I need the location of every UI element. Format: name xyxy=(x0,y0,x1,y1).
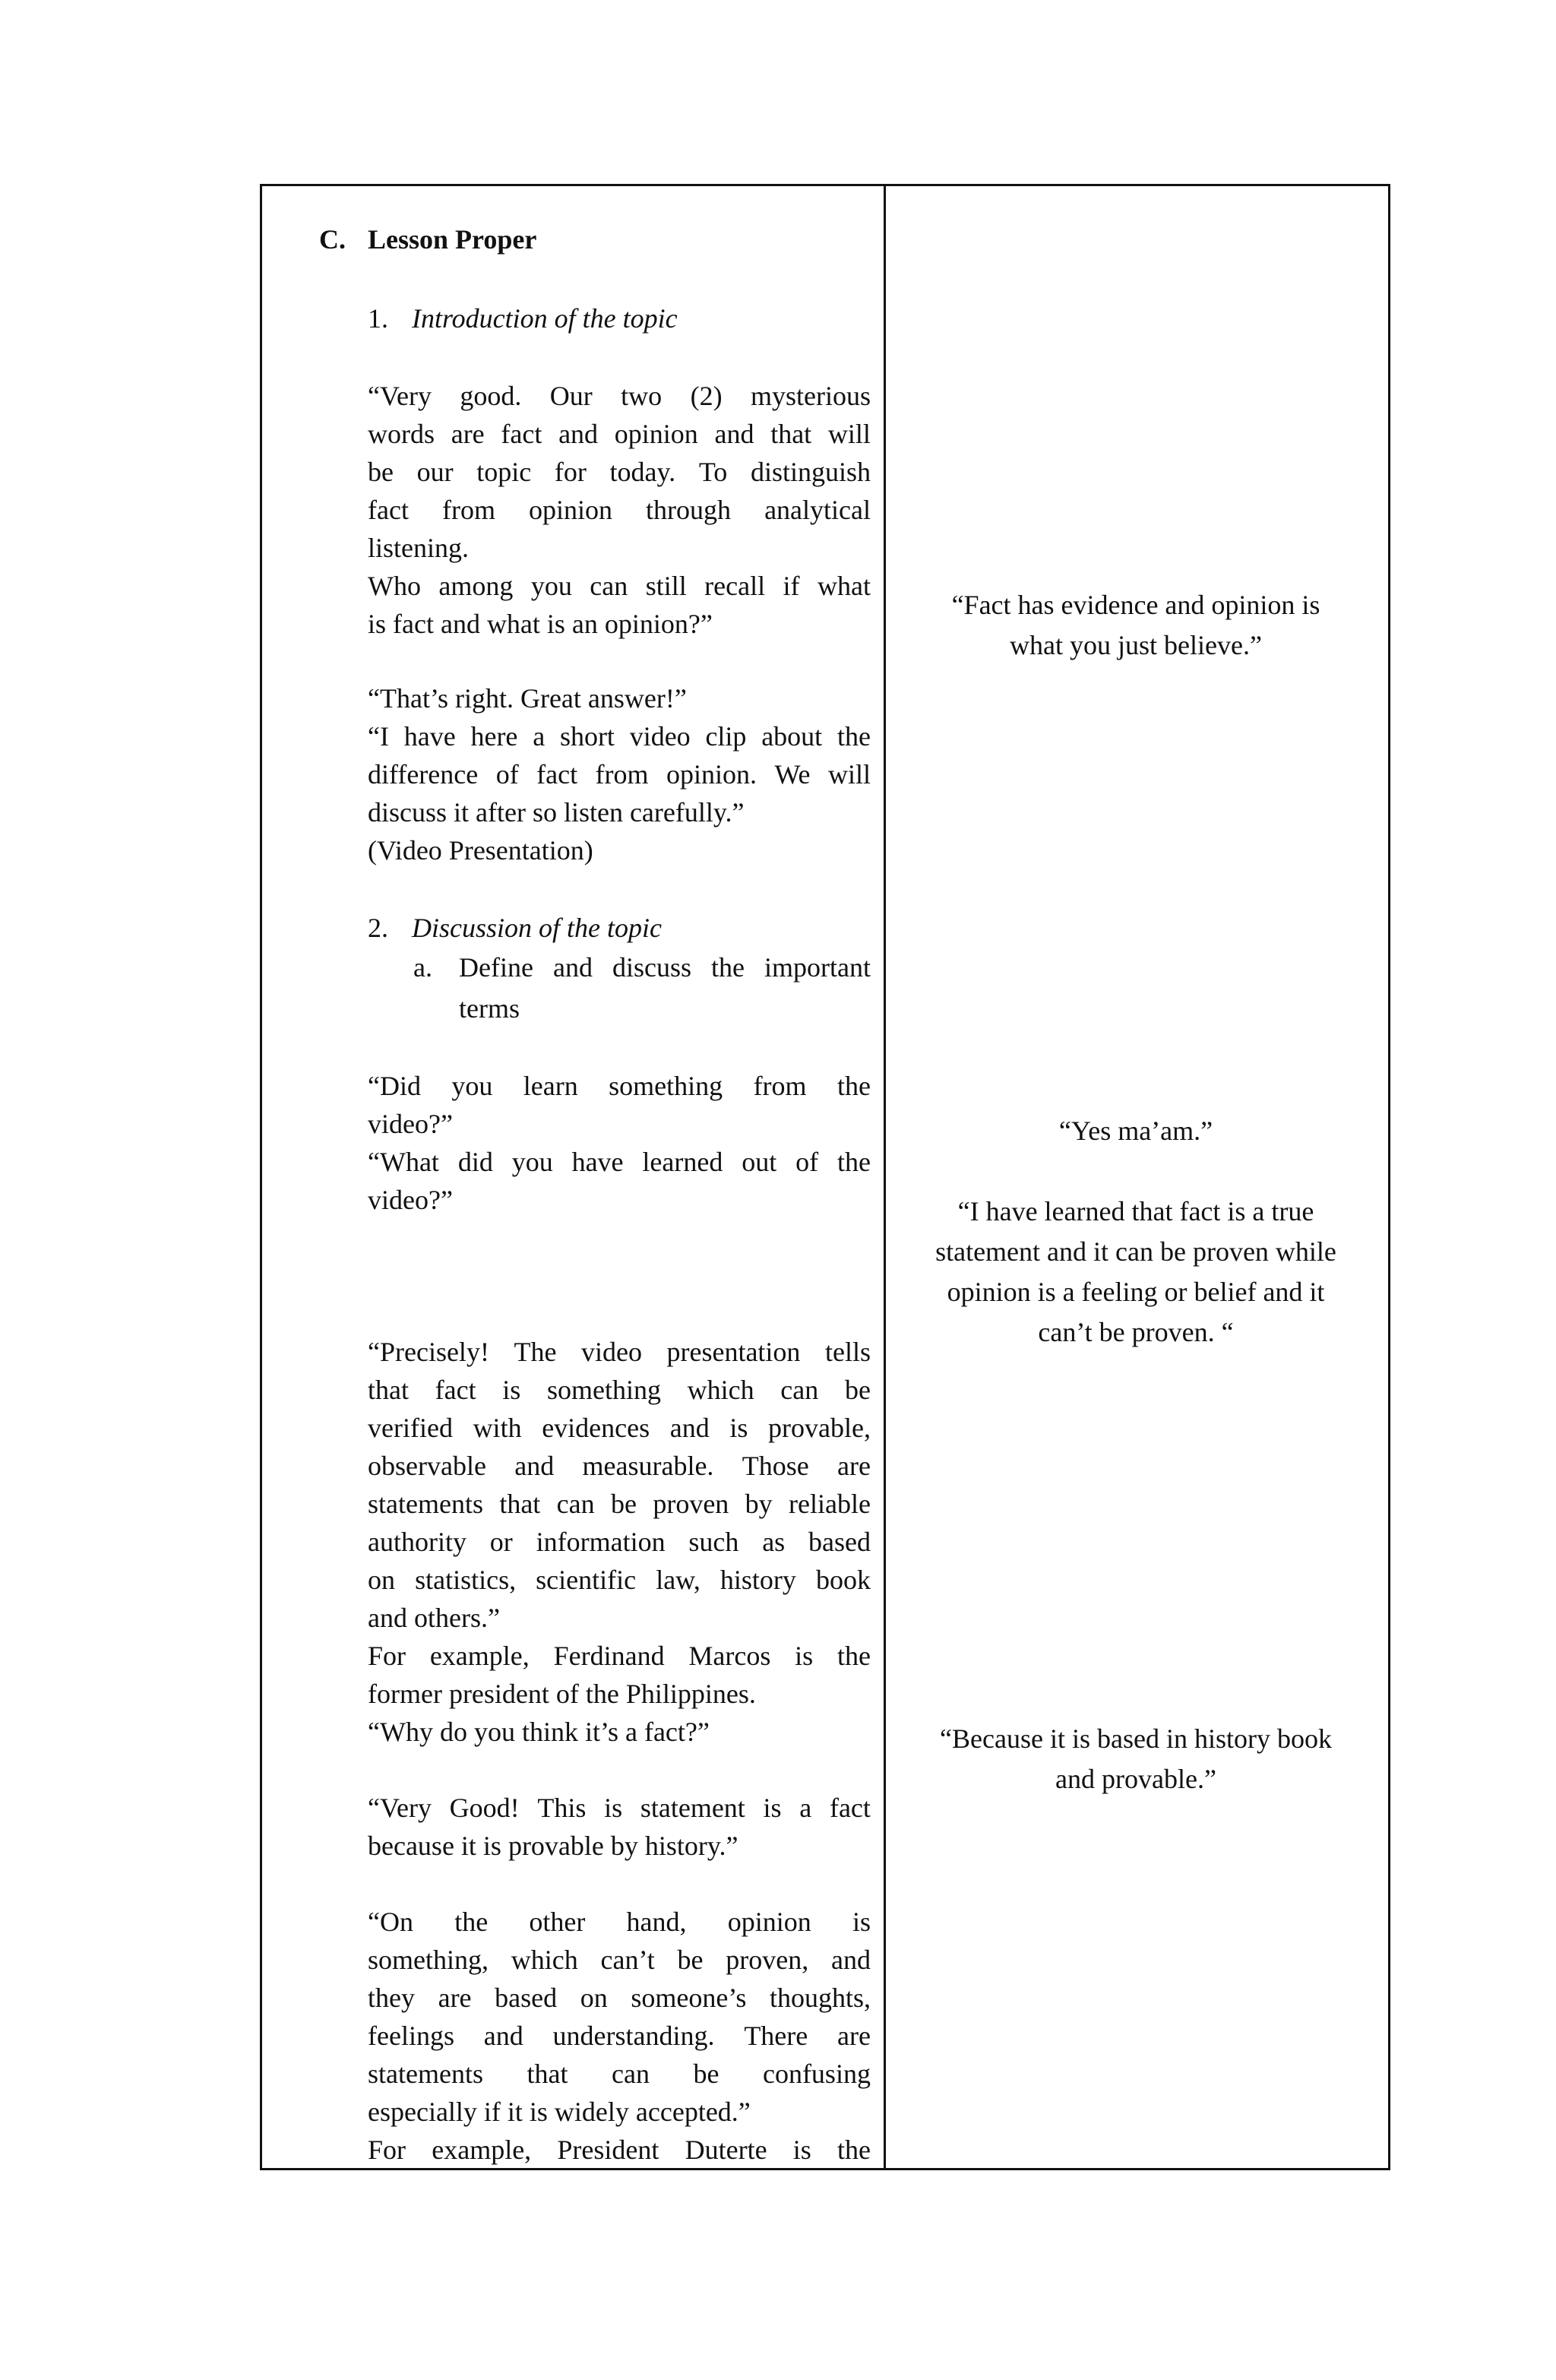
text-line: statements that can be proven by reliable xyxy=(368,1489,871,1519)
item2-title: Discussion of the topic xyxy=(412,913,662,943)
text-line: can’t be proven. “ xyxy=(1038,1317,1234,1347)
text-line: what you just believe.” xyxy=(1010,630,1262,660)
text-line: fact from opinion through analytical xyxy=(368,495,871,525)
text-line: video?” xyxy=(368,1109,453,1139)
section-letter: C. xyxy=(319,224,346,255)
response-learned xyxy=(884,1192,1388,1353)
text-line: words are fact and opinion and that will xyxy=(368,419,871,449)
item1-title: Introduction of the topic xyxy=(412,303,678,334)
text-line: opinion is a feeling or belief and it xyxy=(947,1277,1325,1307)
item2-number: 2. xyxy=(368,913,388,943)
text-line: that fact is something which can be xyxy=(368,1375,871,1405)
text-line: observable and measurable. Those are xyxy=(368,1451,871,1481)
text-line: “Did you learn something from the xyxy=(368,1071,871,1101)
text-line: especially if it is widely accepted.” xyxy=(368,2097,751,2127)
text-line: “Fact has evidence and opinion is xyxy=(951,590,1320,620)
text-line: and others.” xyxy=(368,1603,500,1633)
paragraph-fact xyxy=(368,1333,871,1751)
item1-number: 1. xyxy=(368,303,388,334)
text-line: “I have learned that fact is a true xyxy=(957,1196,1314,1226)
section-title: Lesson Proper xyxy=(368,224,537,255)
text-line: former president of the Philippines. xyxy=(368,1679,756,1709)
text-line: “On the other hand, opinion is xyxy=(368,1907,871,1937)
text-line: “Very good. Our two (2) mysterious xyxy=(368,381,871,411)
sub-a-letter: a. xyxy=(413,952,432,983)
text-line: “Because it is based in history book xyxy=(940,1723,1332,1754)
paragraph-opinion xyxy=(368,1903,871,2169)
text-line: statements that can be confusing xyxy=(368,2059,871,2089)
text-line: discuss it after so listen carefully.” xyxy=(368,797,745,828)
text-line: statement and it can be proven while xyxy=(935,1236,1336,1267)
paragraph-video xyxy=(368,679,871,869)
text-line: (Video Presentation) xyxy=(368,835,593,866)
text-line: Who among you can still recall if what xyxy=(368,571,871,601)
text-line: feelings and understanding. There are xyxy=(368,2021,871,2051)
text-line: on statistics, scientific law, history book xyxy=(368,1565,871,1595)
text-line: verified with evidences and is provable, xyxy=(368,1413,871,1443)
text-line: “That’s right. Great answer!” xyxy=(368,683,687,714)
text-line: video?” xyxy=(368,1185,453,1215)
text-line: be our topic for today. To distinguish xyxy=(368,457,871,487)
paragraph-questions xyxy=(368,1067,871,1219)
text-line: difference of fact from opinion. We will xyxy=(368,759,871,790)
text-line: listening. xyxy=(368,533,469,563)
text-line: “What did you have learned out of the xyxy=(368,1147,871,1177)
text-line: because it is provable by history.” xyxy=(368,1831,738,1861)
text-line: “Very Good! This is statement is a fact xyxy=(368,1793,871,1823)
text-line: “Precisely! The video presentation tells xyxy=(368,1337,871,1367)
text-line: For example, Ferdinand Marcos is the xyxy=(368,1641,871,1671)
response-fact-definition xyxy=(884,585,1388,666)
text-line: and provable.” xyxy=(1055,1764,1216,1794)
paragraph-intro xyxy=(368,377,871,643)
column-divider xyxy=(884,186,886,2168)
text-line: “I have here a short video clip about the xyxy=(368,721,871,752)
text-line: authority or information such as based xyxy=(368,1527,871,1557)
paragraph-very-good xyxy=(368,1789,871,1865)
text-line: “Why do you think it’s a fact?” xyxy=(368,1717,710,1747)
response-yes xyxy=(884,1111,1388,1151)
text-line: For example, President Duterte is the xyxy=(368,2135,871,2165)
text-line: “Yes ma’am.” xyxy=(1058,1116,1213,1146)
text-line: is fact and what is an opinion?” xyxy=(368,609,713,639)
sub-a-line: terms xyxy=(459,993,520,1024)
sub-a-line: Define and discuss the important xyxy=(459,952,871,983)
response-history xyxy=(884,1719,1388,1799)
text-line: they are based on someone’s thoughts, xyxy=(368,1983,871,2013)
text-line: something, which can’t be proven, and xyxy=(368,1945,871,1975)
